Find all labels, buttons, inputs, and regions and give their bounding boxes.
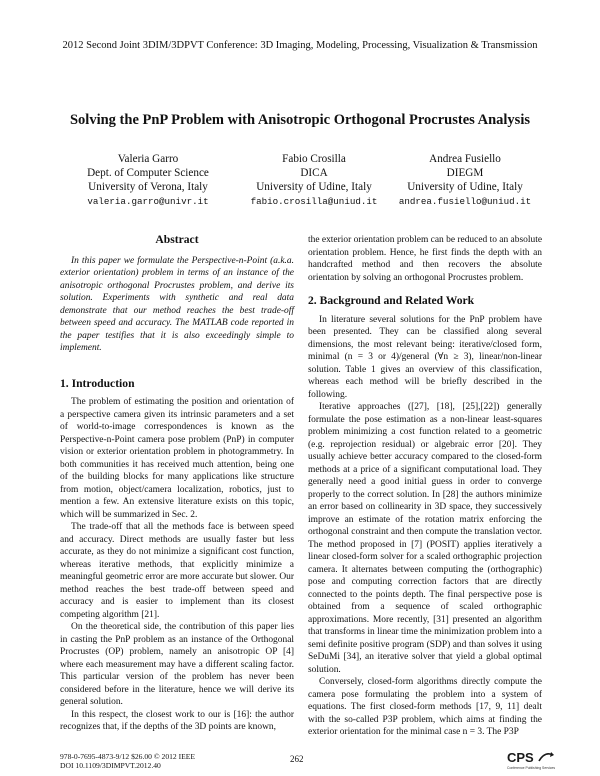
background-heading: 2. Background and Related Work xyxy=(308,294,475,307)
author-name: Andrea Fusiello xyxy=(429,153,501,165)
footer-doi: DOI 10.1109/3DIMPVT.2012.40 xyxy=(60,761,161,770)
author-affiliation: DICA xyxy=(300,167,328,180)
author-institution: University of Udine, Italy xyxy=(256,181,372,194)
right-column xyxy=(308,234,542,739)
cps-logo-icon xyxy=(506,749,558,771)
conference-header: 2012 Second Joint 3DIM/3DPVT Conference: 3D Imaging, Modeling, Processing, Visualization & Transmission xyxy=(62,40,538,51)
author-institution: University of Udine, Italy xyxy=(407,181,523,194)
author-block-2 xyxy=(229,152,399,209)
intro-paragraph-2: The trade-off that all the methods face is between speed and accuracy. Direct methods are usually faster but less accurate, as they do not minimize a significant cost function, whereas iterative methods, that explicitly minimize a meaningful geometric error are more accurate but slower. Our method reaches the best trade-off between speed and accuracy and is easier to implement than its closest competing algorithm [21]. xyxy=(60,522,294,620)
page-number: 262 xyxy=(290,754,304,764)
author-affiliation: Dept. of Computer Science xyxy=(87,167,209,180)
author-institution: University of Verona, Italy xyxy=(88,181,208,194)
intro-paragraph-3: On the theoretical side, the contribution of this paper lies in casting the PnP problem as an instance of the Orthogonal Procrustes (OP) problem, namely an anisotropic OP [4] where each measurement may have a different scaling factor. This particular version of the problem has never been considered before in the literature, hence we will derive its general solution. xyxy=(60,622,294,707)
background-paragraph-1: In literature several solutions for the PnP problem have been presented. They can be classified along several dimensions, the most relevant being: iterative/closed form, minimal (n = 3 or 4)/general (∀n ≥ 3), linear/non-linear solution. Table 1 gives an overview of this classification, whereas each method will be briefly described in the following. xyxy=(308,314,542,400)
author-email[interactable]: andrea.fusiello@uniud.it xyxy=(398,195,532,207)
abstract-heading: Abstract xyxy=(155,233,199,246)
author-block-3 xyxy=(380,152,550,209)
background-paragraph-3: Conversely, closed-form algorithms directly compute the camera pose formulating the problem into a system of equations. The first closed-form methods [17, 9, 11] dealt with the so-called P3P problem, which aims at finding the exterior orientation for the minimal case n = 3. The P3P xyxy=(308,677,542,737)
author-block-1 xyxy=(63,152,233,209)
author-affiliation: DIEGM xyxy=(446,167,484,180)
left-column xyxy=(60,234,294,734)
author-email[interactable]: valeria.garro@univr.it xyxy=(87,195,209,207)
intro-paragraph-4: In this respect, the closest work to our is [16]: the author recognizes that, if the depths of the 3D points are known, xyxy=(60,709,294,732)
abstract-text: In this paper we formulate the Perspective-n-Point (a.k.a. exterior orientation) problem in terms of an instance of the anisotropic orthogonal Procrustes problem, and derive its solution. Experiments with synthetic and real data demonstrate that our method reaches the best trade-off between speed and accuracy. The MATLAB code reported in the paper testifies that it is also exceedingly simple to implement. xyxy=(60,255,294,353)
logo-main-text: CPS xyxy=(507,750,534,765)
intro-paragraph-1: The problem of estimating the position and orientation of a perspective camera given its intrinsic parameters and a set of world-to-image correspondences is known as the Perspective-n-Point camera pose problem (PnP) in computer vision or exterior orientation problem in photogrammetry. In both communities it has received much attention, being one of the building blocks for many applications like structure from motion, object/camera localization, robotics, just to mention a few. An extensive literature exists on this topic, which will be summarized in Sec. 2. xyxy=(60,397,294,520)
author-name: Valeria Garro xyxy=(117,153,179,165)
abstract xyxy=(60,255,294,355)
background-paragraph-2: Iterative approaches ([27], [18], [25],[22]) generally formulate the pose estimation as a non-linear least-squares problem minimizing a cost function related to a geometric (e.g. reprojection residual) or algebraic error [20]. They usually achieve better accuracy compared to the closed-form methods at a price of a significant computational load. They generally need a good initial guess in order to converge properly to the correct solution. In [28] the authors minimize an error based on collinearity in 3D space, they successively improve an estimate of the rotation matrix enforcing the orthogonal constraint and then compute the translation vector. The method proposed in [7] (POSIT) applies iteratively a linear closed-form solver for a scaled orthographic projection camera. It alternates between computing the (orthographic) pose and computing correction factors that are directly connected to the points depth. The final perspective pose is obtained from a sequence of scaled orthographic approximations. More recently, [31] presented an algorithm that transforms in linear time the minimization problem into a semi definite positive program (SDP) and than solves it using SeDuMi [34], an iterative solver that yield a global optimal solution. xyxy=(308,402,542,675)
paper-title: Solving the PnP Problem with Anisotropic Orthogonal Procrustes Analysis xyxy=(69,112,530,128)
intro-heading: 1. Introduction xyxy=(60,376,135,390)
author-name: Fabio Crosilla xyxy=(282,153,346,165)
author-email[interactable]: fabio.crosilla@uniud.it xyxy=(250,195,378,207)
continued-paragraph: the exterior orientation problem can be reduced to an absolute orientation problem. Hence, he first finds the depth with an handcrafted method and then recovers the absolute orientation by solving an orthogonal Procrustes problem. xyxy=(308,235,543,283)
footer-isbn: 978-0-7695-4873-9/12 $26.00 © 2012 IEEE xyxy=(60,752,196,761)
cps-logo xyxy=(506,749,558,771)
footer-copyright xyxy=(60,752,195,770)
intro-body xyxy=(60,396,294,734)
logo-sub-text: Conference Publishing Services xyxy=(507,766,556,770)
background-body xyxy=(308,314,542,739)
